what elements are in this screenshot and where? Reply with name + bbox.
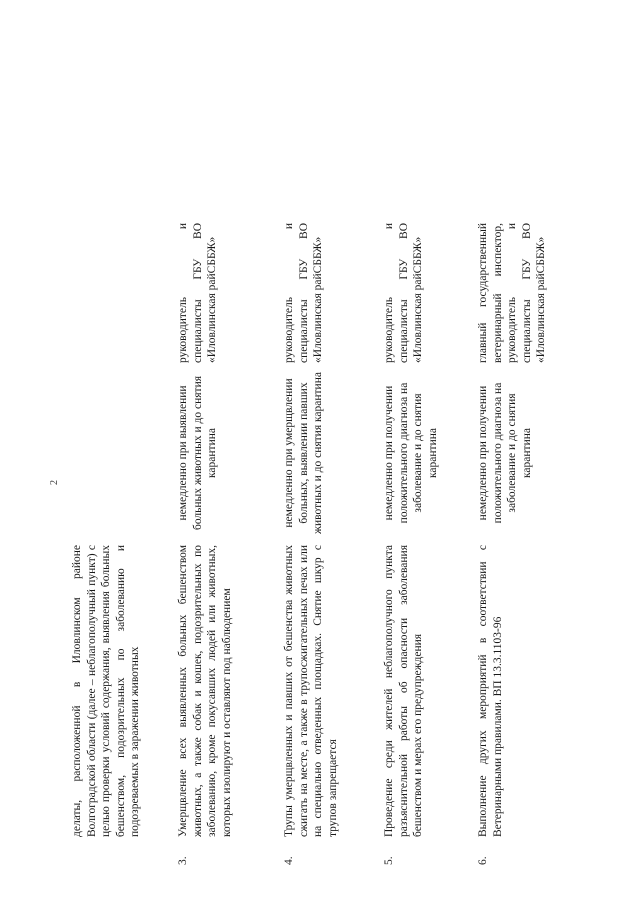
table-row: [176, 75, 282, 865]
measure-cell: Трупы умерщвленных и павших от бешенства животных сжигать на месте, а также в трупосжигательных печах или на специально отведенных площадках. Снятие шкур с трупов запрещается: [283, 545, 339, 837]
term-cell: немедленно при выявлении больных животных и до снятия карантина: [177, 375, 219, 531]
responsible-cell: главный государственный ветеринарный инспектор, руководитель и специалисты ГБУ ВО «Иловлинская райСББЖ»: [477, 223, 548, 363]
row-number: 3.: [177, 856, 189, 865]
row-number: 4.: [283, 856, 295, 865]
term-cell: немедленно при получении положительного диагноза на заболевание и до снятия карантина: [477, 382, 533, 524]
term-cell: немедленно при умерщвлении больных, выявлении павших животных и до снятия карантина: [283, 372, 325, 534]
measure-cell: Проведение среди жителей неблагополучного пункта разъяснительной работы об опасности заболевания бешенством и мерах его предупреждения: [383, 545, 425, 837]
row-number: 6.: [477, 856, 489, 865]
responsible-cell: руководитель и специалисты ГБУ ВО «Иловлинская райСББЖ»: [283, 223, 325, 363]
measure-cell: Умерщвление всех выявленных больных бешенством животных, а также собак и кошек, подозрительных по заболеванию, кроме покусавших людей или животных, которых изолируют и оставляют под наблюдением: [177, 545, 233, 837]
measures-table: [70, 75, 566, 865]
responsible-cell: руководитель и специалисты ГБУ ВО «Иловлинская райСББЖ»: [383, 223, 425, 363]
table-row: [382, 75, 476, 865]
continuation-text: делаты, расположенной в Иловлинском районе Волгоградской области (далее – неблагополучный пункт) с целью проверки условий содержания, выявления больных бешенством, подозрительных по заболеванию и подозреваемых в заражении животных: [71, 545, 142, 837]
table-row-continuation: [70, 75, 170, 865]
table-row: [282, 75, 382, 865]
row-number: 5.: [383, 856, 395, 865]
responsible-cell: руководитель и специалисты ГБУ ВО «Иловлинская райСББЖ»: [177, 223, 219, 363]
term-cell: немедленно при получении положительного диагноза на заболевание и до снятия карантина: [383, 382, 439, 524]
rotated-content: [40, 75, 560, 865]
page-number: 2: [49, 480, 60, 485]
table-row: [476, 75, 566, 865]
measure-cell: Выполнение других мероприятий в соответствии с Ветеринарными правилами. ВП 13.3.1103-96: [477, 545, 504, 837]
